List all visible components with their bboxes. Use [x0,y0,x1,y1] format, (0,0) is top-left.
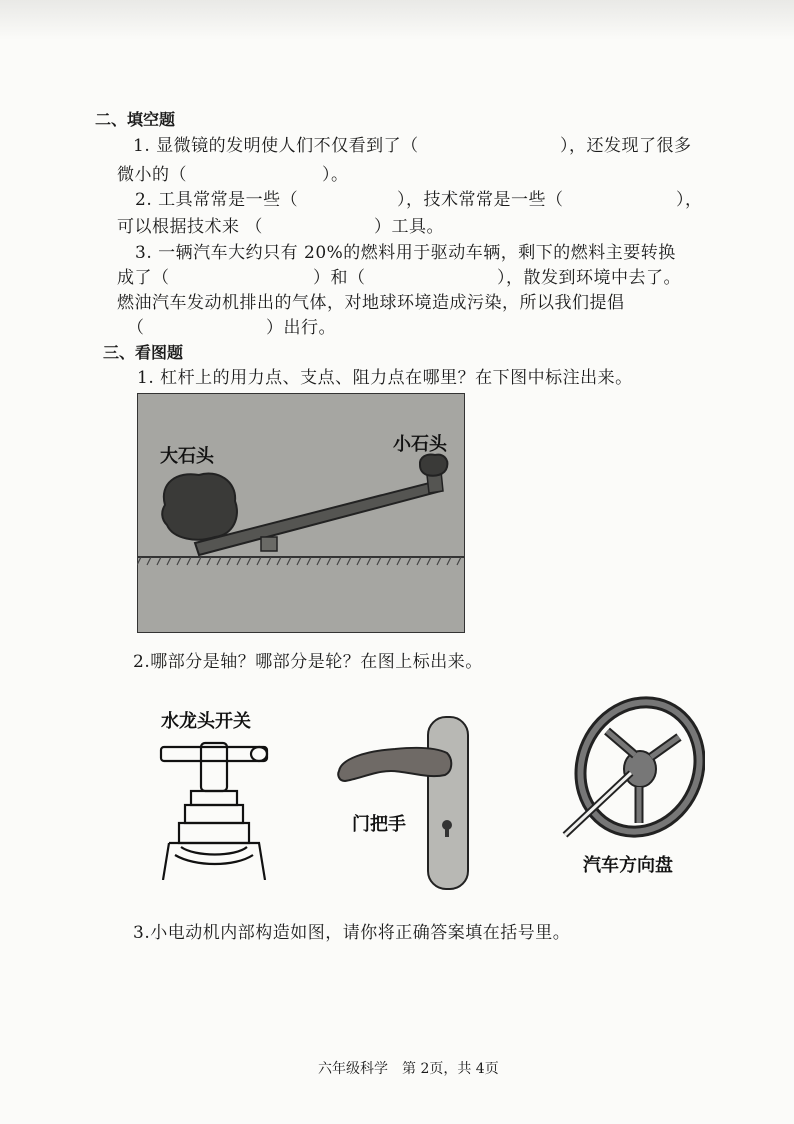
question-3-3: 3.小电动机内部构造如图，请你将正确答案填在括号里。 [133,923,571,943]
steering-wheel-figure [555,695,705,845]
question-2-1-part-b: ），还发现了很多 [560,136,692,156]
question-2-2-part-e: ）工具。 [374,217,444,237]
question-2-1-part-a: 1. 显微镜的发明使人们不仅看到了（ [133,136,419,156]
question-2-3-part-e: 燃油汽车发动机排出的气体，对地球环境造成污染，所以我们提倡 [117,293,625,313]
door-handle-figure [335,713,475,893]
question-2-3-part-d: ），散发到环境中去了。 [497,268,681,288]
question-2-3-part-c: ）和（ [313,268,366,288]
question-2-2-part-a: 2. 工具常常是一些（ [135,190,299,210]
question-2-3-part-a: 3. 一辆汽车大约只有 20%的燃料用于驱动车辆，剩下的燃料主要转换 [135,243,676,263]
door-handle-label: 门把手 [352,814,406,835]
question-2-3-part-f: （ [127,318,145,338]
question-2-2-part-c: ）， [676,190,703,210]
big-stone-label: 大石头 [160,446,214,467]
lever-figure [137,393,465,633]
section-heading-fill-blank: 二、填空题 [95,110,176,129]
steering-wheel-label: 汽车方向盘 [583,855,673,876]
question-2-3-part-g: ）出行。 [266,318,336,338]
question-2-2-part-b: ），技术常常是一些（ [397,190,564,210]
tap-label: 水龙头开关 [161,711,251,732]
question-2-3-part-b: 成了（ [117,268,170,288]
section-heading-picture-questions: 三、看图题 [103,343,184,362]
tap-figure [155,735,275,880]
question-2-1-part-d: ）。 [322,165,349,185]
question-2-1-part-c: 微小的（ [117,165,187,185]
small-stone-shape [420,454,447,475]
scan-top-edge [0,0,794,40]
page-footer: 六年级科学 第 2页，共 4页 [318,1061,499,1077]
question-2-2-part-d: 可以根据技术来 （ [117,217,263,237]
small-stone-label: 小石头 [393,434,447,455]
question-3-2: 2.哪部分是轴？哪部分是轮？在图上标出来。 [133,652,483,672]
question-3-1: 1. 杠杆上的用力点、支点、阻力点在哪里？在下图中标注出来。 [137,368,633,388]
big-stone-shape [162,473,237,539]
fulcrum-block [261,537,277,551]
